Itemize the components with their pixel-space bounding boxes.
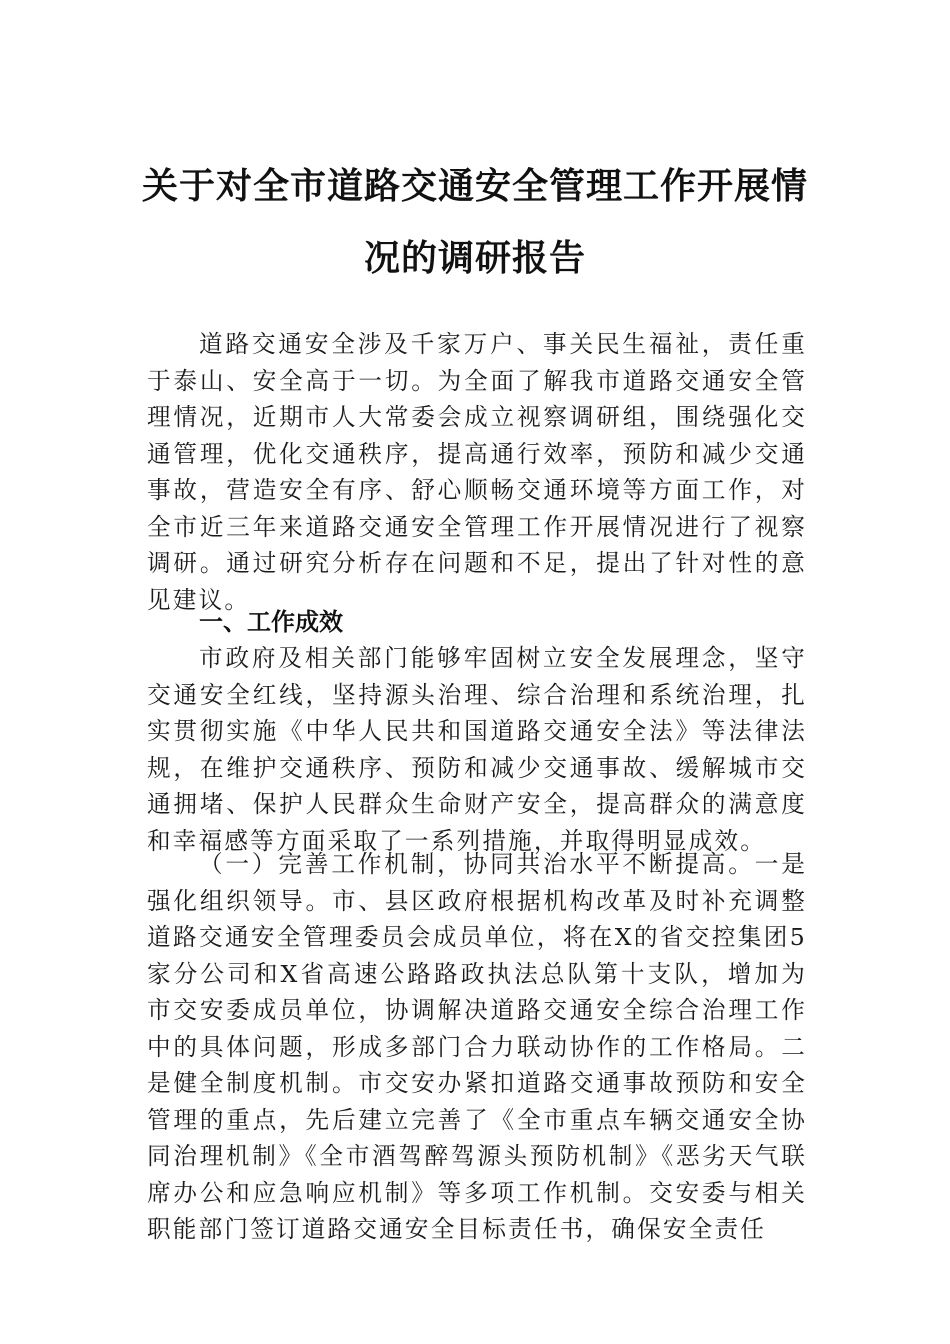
document-title-line-2: 况的调研报告 (363, 237, 586, 279)
intro-paragraph: 道路交通安全涉及千家万户、事关民生福祉，责任重于泰山、安全高于一切。为全面了解我市道路交通安全管理情况，近期市人大常委会成立视察调研组，围绕强化交通管理，优化交通秩序，提高通行效率，预防和减少交通事故，营造安全有序、舒心顺畅交通环境等方面工作，对全市近三年来道路交通安全管理工作开展情况进行了视察调研。通过研究分析存在问题和不足，提出了针对性的意见建议。 (147, 330, 807, 614)
document-title-line-1: 关于对全市道路交通安全管理工作开展情 (141, 165, 808, 207)
results-overview-paragraph: 市政府及相关部门能够牢固树立安全发展理念，坚守交通安全红线，坚持源头治理、综合治理和系统治理，扎实贯彻实施《中华人民共和国道路交通安全法》等法律法规，在维护交通秩序、预防和减少交通事故、缓解城市交通拥堵、保护人民群众生命财产安全，提高群众的满意度和幸福感等方面采取了一系列措施，并取得明显成效。 (147, 644, 807, 855)
mechanism-paragraph: （一）完善工作机制，协同共治水平不断提高。一是强化组织领导。市、县区政府根据机构改革及时补充调整道路交通安全管理委员会成员单位，将在X的省交控集团5家分公司和X省高速公路路政执法总队第十支队，增加为市交安委成员单位，协调解决道路交通安全综合治理工作中的具体问题，形成多部门合力联动协作的工作格局。二是健全制度机制。市交安办紧扣道路交通事故预防和安全管理的重点，先后建立完善了《全市重点车辆交通安全协同治理机制》《全市酒驾醉驾源头预防机制》《恶劣天气联席办公和应急响应机制》等多项工作机制。交安委与相关职能部门签订道路交通安全目标责任书，确保安全责任 (147, 850, 807, 1243)
section-heading-work-results: 一、工作成效 (199, 608, 343, 636)
